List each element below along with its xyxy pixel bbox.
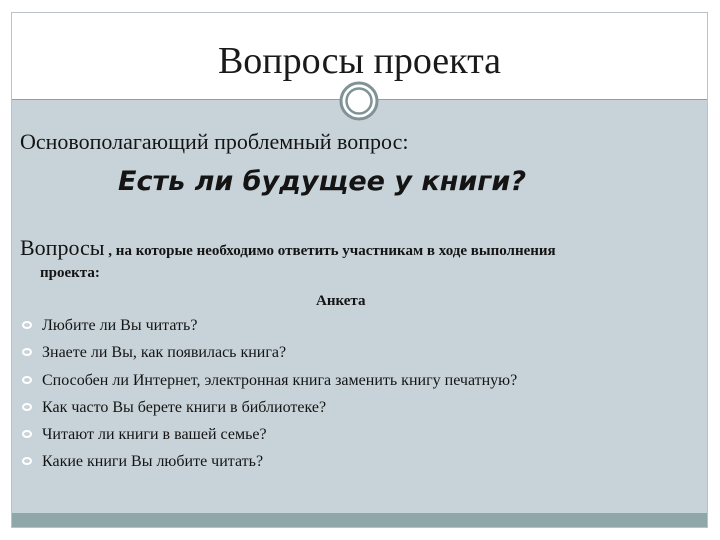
list-item-text: Знаете ли Вы, как появилась книга? bbox=[42, 344, 287, 362]
list-item-text: Любите ли Вы читать? bbox=[42, 317, 198, 334]
main-question-label: Основополагающий проблемный вопрос: bbox=[20, 129, 409, 154]
questions-word: Вопросы bbox=[20, 235, 105, 260]
list-item bbox=[22, 316, 517, 343]
slide-title: Вопросы проекта bbox=[217, 40, 502, 82]
list-item bbox=[22, 343, 517, 370]
list-item bbox=[22, 452, 517, 479]
bullet-icon bbox=[22, 376, 32, 384]
survey-list bbox=[22, 316, 517, 480]
bullet-icon bbox=[22, 321, 32, 329]
bullet-icon bbox=[22, 403, 32, 411]
main-question: Есть ли будущее у книги? bbox=[118, 166, 526, 197]
list-item bbox=[22, 425, 517, 452]
questions-rest: , на которые необходимо ответить участникам в ходе выполнения bbox=[104, 243, 556, 259]
survey-label: Анкета bbox=[316, 293, 366, 309]
list-item-text: Читают ли книги в вашей семье? bbox=[42, 426, 267, 444]
list-item-text: Какие книги Вы любите читать? bbox=[42, 453, 264, 471]
bullet-icon bbox=[22, 348, 32, 356]
list-item-text: Как часто Вы берете книги в библиотеке? bbox=[42, 398, 327, 416]
bullet-icon bbox=[22, 430, 32, 438]
questions-continuation: проекта: bbox=[40, 265, 100, 281]
list-item bbox=[22, 398, 517, 425]
list-item-text: Способен ли Интернет, электронная книга заменить книгу печатную? bbox=[42, 371, 518, 389]
circle-ornament-icon bbox=[339, 81, 379, 121]
questions-intro bbox=[20, 237, 685, 284]
footer-bar bbox=[12, 513, 707, 527]
list-item bbox=[22, 371, 517, 398]
bullet-icon bbox=[22, 457, 32, 465]
